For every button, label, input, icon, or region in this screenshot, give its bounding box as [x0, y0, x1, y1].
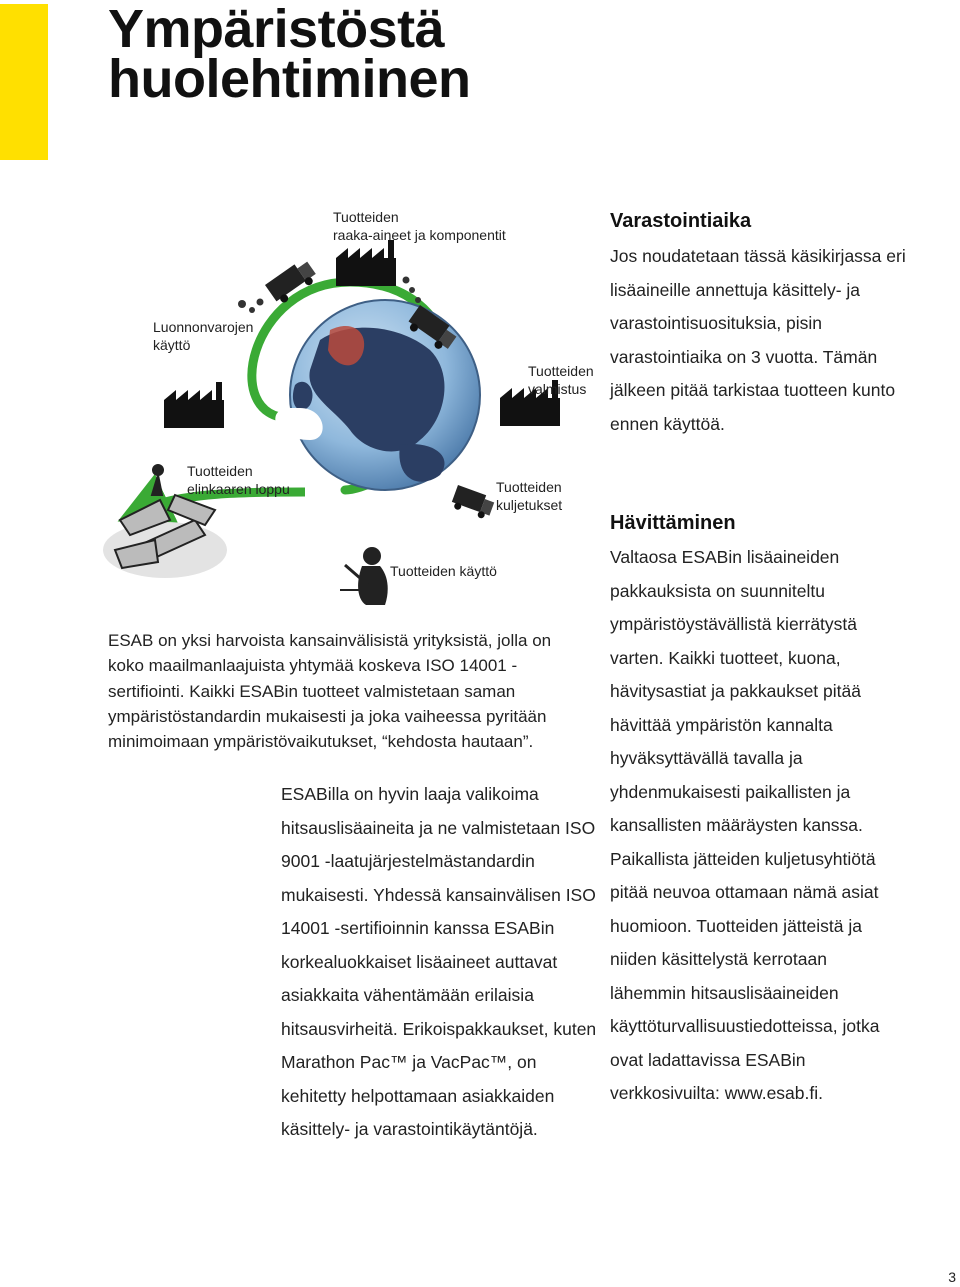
disposal-paragraph: Valtaosa ESABin lisäaineiden pakkauksista on suunniteltu ympäristöystävällistä kierrätystä varten. Kaikki tuotteet, kuona, hävitysastiat ja pakkaukset pitää hävittää ympäristön kannalta hyväksyttävällä tavalla ja yhdenmukaisesti paikallisten ja kansallisten määräysten kanssa. Paikallista jätteiden kuljetusyhtiötä pitää neuvoa ottamaan nämä asiat huomioon. Tuotteiden jätteistä ja niiden käsittelystä kerrotaan lähemmin hitsauslisäaineiden käyttöturvallisuustiedotteissa, jotka ovat ladattavissa ESABin verkkosivuilta: www.esab.fi.: [610, 547, 880, 1103]
label-resources: [153, 318, 253, 354]
label-manufacture-line2: valmistus: [528, 381, 587, 397]
globe-icon: [275, 300, 480, 490]
label-transport-line1: Tuotteiden: [496, 479, 562, 495]
page-number: 3: [948, 1269, 956, 1285]
title-line-2: huolehtiminen: [108, 49, 471, 109]
storage-heading: Varastointiaika: [610, 210, 752, 232]
label-manufacture: [528, 362, 594, 398]
label-manufacture-line1: Tuotteiden: [528, 363, 594, 379]
label-materials: [333, 208, 506, 244]
title-line-1: Ympäristöstä: [108, 0, 445, 59]
label-transport-line2: kuljetukset: [496, 497, 563, 513]
storage-paragraph: Jos noudatetaan tässä käsikirjassa eri lisäaineille annettuja käsittely- ja varastointisuosituksia, pisin varastointiaika on 3 vuotta. Tämän jälkeen pitää tarkistaa tuotteen kunto ennen käyttöä.: [610, 246, 906, 434]
page-title: [108, 0, 471, 109]
welder-icon: [340, 547, 388, 605]
label-materials-line2: raaka-aineet ja komponentit: [333, 227, 506, 243]
label-resources-line2: käyttö: [153, 337, 191, 353]
label-end-of-life: [187, 462, 290, 498]
disposal-heading: Hävittäminen: [610, 512, 736, 534]
factory-icon-top: [336, 240, 396, 286]
middle-paragraph: ESABilla on hyvin laaja valikoima hitsauslisäaineita ja ne valmistetaan ISO 9001 -laatujärjestelmästandardin mukaisesti. Yhdessä kansainvälisen ISO 14001 -sertifioinnin kanssa ESABin korkealuokkaiset lisäaineet auttavat asiakkaita vähentämään erilaisia hitsausvirheitä. Erikoispakkaukset, kuten Marathon Pac™ ja VacPac™, on kehitetty helpottamaan asiakkaiden käsittely- ja varastointikäytäntöjä.: [281, 784, 597, 1139]
label-eol-line2: elinkaaren loppu: [187, 481, 290, 497]
label-use: Tuotteiden käyttö: [390, 563, 497, 579]
intro-paragraph: ESAB on yksi harvoista kansainvälisistä yrityksistä, jolla on koko maailmanlaajuista yhtymää koskeva ISO 14001 -sertifiointi. Kaikki ESABin tuotteet valmistetaan saman ympäristöstandardin mukaisesti ja joka vaiheessa pyritään minimoimaan ympäristövaikutukset, “kehdosta hautaan”.: [108, 631, 552, 752]
yellow-accent-bar: [0, 4, 48, 160]
exhaust-puffs-left: [238, 299, 264, 314]
factory-icon-left: [164, 382, 224, 428]
truck-icon-transport: [450, 485, 496, 521]
label-eol-line1: Tuotteiden: [187, 463, 253, 479]
label-materials-line1: Tuotteiden: [333, 209, 399, 225]
label-transport: [496, 478, 562, 514]
lifecycle-diagram: [100, 190, 610, 620]
label-resources-line1: Luonnonvarojen: [153, 319, 254, 335]
